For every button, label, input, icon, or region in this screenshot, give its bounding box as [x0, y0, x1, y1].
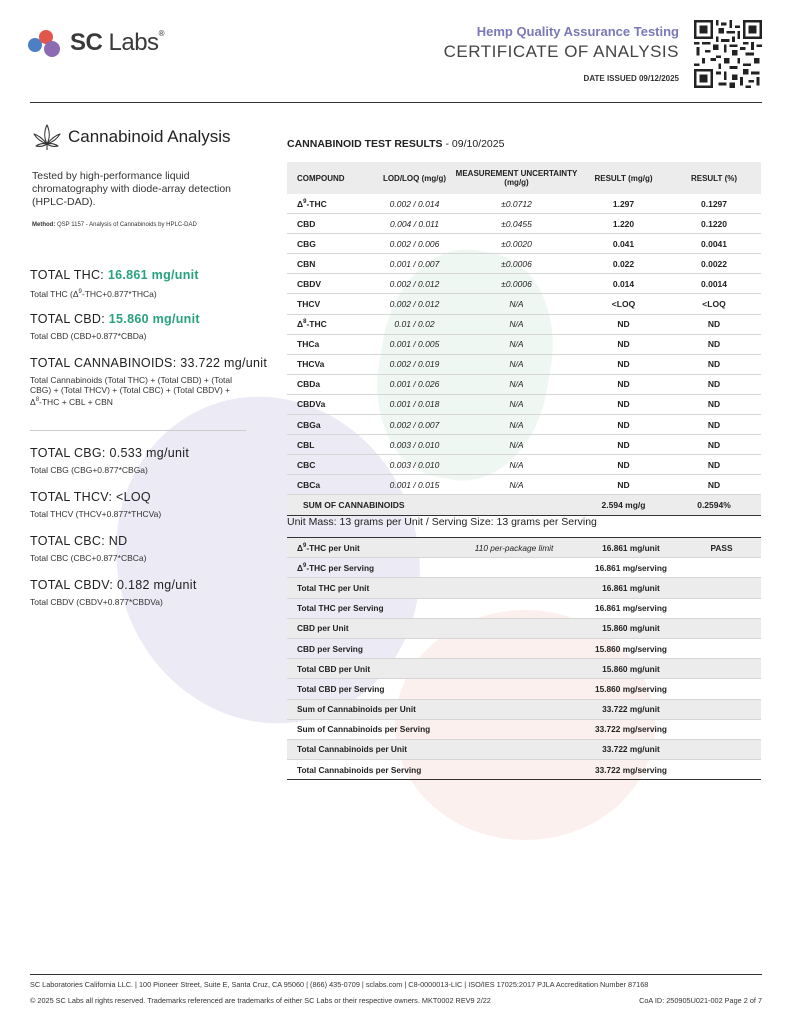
unit-value-cell: 16.861 mg/serving	[580, 598, 682, 618]
result-pct-cell: ND	[667, 374, 761, 394]
total-thc: TOTAL THC: 16.861 mg/unit	[30, 268, 199, 282]
unit-value-cell: 16.861 mg/unit	[580, 578, 682, 598]
lod-loq-cell: 0.001 / 0.007	[376, 254, 453, 274]
sum-value: 0.2594%	[667, 495, 761, 515]
sc-labs-logo	[28, 28, 164, 58]
lod-loq-cell: 0.002 / 0.019	[376, 354, 453, 374]
total-cbc-formula: Total CBC (CBC+0.877*CBCa)	[30, 553, 147, 563]
uncertainty-cell: N/A	[453, 354, 580, 374]
table-row	[287, 659, 761, 679]
unit-value-cell: 33.722 mg/unit	[580, 739, 682, 759]
lod-loq-cell: 0.01 / 0.02	[376, 314, 453, 334]
unit-label-cell: CBD per Unit	[287, 618, 448, 638]
table-row	[287, 475, 761, 495]
table-row	[287, 394, 761, 414]
column-header: LOD/LOQ (mg/g)	[376, 162, 453, 194]
cannabis-leaf-icon	[32, 122, 62, 152]
unit-label-cell: Total THC per Unit	[287, 578, 448, 598]
logo-dots-icon	[28, 28, 64, 58]
footer-copyright: © 2025 SC Labs all rights reserved. Trademarks referenced are trademarks of either SC Labs or their respective owners. MKT0002 REV9 2/22 CoA ID: 250905U021-002 Page 2 of 7	[30, 996, 762, 1005]
result-pct-cell: ND	[667, 354, 761, 374]
total-thcv: TOTAL THCV: <LOQ	[30, 490, 151, 504]
brand-name: SC Labs®	[70, 29, 164, 56]
result-pct-cell: ND	[667, 394, 761, 414]
total-cbc: TOTAL CBC: ND	[30, 534, 128, 548]
limit-cell: 110 per-package limit	[448, 538, 580, 558]
total-thcv-formula: Total THCV (THCV+0.877*THCVa)	[30, 509, 162, 519]
lod-loq-cell: 0.001 / 0.026	[376, 374, 453, 394]
compound-cell: CBDV	[287, 274, 376, 294]
result-mg-cell: 1.220	[580, 214, 667, 234]
total-cbd-formula: Total CBD (CBD+0.877*CBDa)	[30, 331, 147, 341]
compound-cell: CBGa	[287, 415, 376, 435]
unit-label-cell: $\Delta^9$-THC per Unit	[287, 538, 448, 558]
unit-value-cell: 33.722 mg/serving	[580, 719, 682, 739]
status-cell	[682, 679, 761, 699]
table-row	[287, 234, 761, 254]
sum-row	[287, 495, 761, 515]
result-pct-cell: ND	[667, 475, 761, 495]
footer-address: SC Laboratories California LLC. | 100 Pioneer Street, Suite E, Santa Cruz, CA 95060 | (866) 435-0709 | sclabs.com | C8-0000013-LIC | ISO/IES 17025:2017 PJLA Accreditation Number 87168	[30, 980, 649, 989]
unit-value-cell: 16.861 mg/unit	[580, 538, 682, 558]
result-pct-cell: ND	[667, 455, 761, 475]
unit-value-cell: 33.722 mg/serving	[580, 760, 682, 780]
status-cell	[682, 598, 761, 618]
compound-cell: THCVa	[287, 354, 376, 374]
table-row	[287, 374, 761, 394]
table-row	[287, 719, 761, 739]
status-cell	[682, 578, 761, 598]
uncertainty-cell: N/A	[453, 334, 580, 354]
section-title-text: Cannabinoid Analysis	[68, 127, 231, 146]
column-header: MEASUREMENT UNCERTAINTY (mg/g)	[453, 162, 580, 194]
limit-cell	[448, 659, 580, 679]
sum-value: 2.594 mg/g	[580, 495, 667, 515]
lod-loq-cell: 0.002 / 0.014	[376, 194, 453, 214]
compound-cell: CBDa	[287, 374, 376, 394]
uncertainty-cell: ±0.0712	[453, 194, 580, 214]
limit-cell	[448, 739, 580, 759]
compound-cell: CBCa	[287, 475, 376, 495]
status-cell	[682, 719, 761, 739]
unit-value-cell: 33.722 mg/unit	[580, 699, 682, 719]
table-row	[287, 739, 761, 759]
uncertainty-cell: N/A	[453, 435, 580, 455]
result-pct-cell: 0.0041	[667, 234, 761, 254]
lod-loq-cell: 0.002 / 0.007	[376, 415, 453, 435]
table-row	[287, 578, 761, 598]
compound-cell: CBL	[287, 435, 376, 455]
result-mg-cell: ND	[580, 354, 667, 374]
status-cell	[682, 760, 761, 780]
result-pct-cell: ND	[667, 435, 761, 455]
unit-label-cell: Total Cannabinoids per Unit	[287, 739, 448, 759]
limit-cell	[448, 760, 580, 780]
status-cell	[682, 638, 761, 658]
unit-mass-title: Unit Mass: 13 grams per Unit / Serving Size: 13 grams per Serving	[287, 516, 597, 528]
status-cell	[682, 618, 761, 638]
unit-label-cell: $\Delta^9$-THC per Serving	[287, 558, 448, 578]
result-pct-cell: <LOQ	[667, 294, 761, 314]
table-row	[287, 638, 761, 658]
uncertainty-cell: N/A	[453, 374, 580, 394]
column-header: COMPOUND	[287, 162, 376, 194]
uncertainty-cell: N/A	[453, 294, 580, 314]
uncertainty-cell: N/A	[453, 394, 580, 414]
result-pct-cell: 0.1220	[667, 214, 761, 234]
uncertainty-cell: ±0.0006	[453, 274, 580, 294]
coa-id: CoA ID: 250905U021-002 Page 2 of 7	[639, 996, 762, 1005]
cannabinoid-results-table	[287, 162, 761, 516]
result-mg-cell: ND	[580, 334, 667, 354]
unit-label-cell: Total CBD per Unit	[287, 659, 448, 679]
column-header: RESULT (mg/g)	[580, 162, 667, 194]
table-row	[287, 618, 761, 638]
result-pct-cell: 0.1297	[667, 194, 761, 214]
limit-cell	[448, 598, 580, 618]
method-note: Method: QSP 1157 - Analysis of Cannabinoids by HPLC-DAD	[32, 222, 197, 228]
uncertainty-cell: ±0.0455	[453, 214, 580, 234]
table-row	[287, 294, 761, 314]
table-row	[287, 679, 761, 699]
unit-label-cell: Total CBD per Serving	[287, 679, 448, 699]
limit-cell	[448, 578, 580, 598]
total-cbdv: TOTAL CBDV: 0.182 mg/unit	[30, 578, 197, 592]
result-mg-cell: 1.297	[580, 194, 667, 214]
table-row	[287, 214, 761, 234]
total-cannabinoids: TOTAL CANNABINOIDS: 33.722 mg/unit	[30, 356, 268, 370]
result-mg-cell: ND	[580, 314, 667, 334]
uncertainty-cell: N/A	[453, 475, 580, 495]
limit-cell	[448, 618, 580, 638]
limit-cell	[448, 558, 580, 578]
total-cbdv-formula: Total CBDV (CBDV+0.877*CBDVa)	[30, 597, 163, 607]
status-cell	[682, 659, 761, 679]
unit-value-cell: 15.860 mg/serving	[580, 638, 682, 658]
lod-loq-cell: 0.001 / 0.018	[376, 394, 453, 414]
qr-code-icon[interactable]	[694, 20, 762, 88]
lod-loq-cell: 0.001 / 0.005	[376, 334, 453, 354]
compound-cell: $\Delta^9$-THC	[287, 194, 376, 214]
table-row	[287, 538, 761, 558]
total-cbg-formula: Total CBG (CBG+0.877*CBGa)	[30, 465, 148, 475]
unit-label-cell: Sum of Cannabinoids per Unit	[287, 699, 448, 719]
method-description: Tested by high-performance liquid chromatography with diode-array detection (HPLC-DAD).	[32, 170, 232, 208]
result-mg-cell: ND	[580, 435, 667, 455]
total-cbd: TOTAL CBD: 15.860 mg/unit	[30, 312, 200, 326]
result-pct-cell: ND	[667, 334, 761, 354]
date-issued: DATE ISSUED 09/12/2025	[583, 74, 679, 83]
result-mg-cell: 0.022	[580, 254, 667, 274]
result-mg-cell: ND	[580, 475, 667, 495]
result-mg-cell: ND	[580, 394, 667, 414]
section-title	[32, 122, 231, 152]
compound-cell: $\Delta^8$-THC	[287, 314, 376, 334]
status-cell	[682, 699, 761, 719]
table-row	[287, 354, 761, 374]
unit-label-cell: Total THC per Serving	[287, 598, 448, 618]
status-cell	[682, 739, 761, 759]
limit-cell	[448, 699, 580, 719]
limit-cell	[448, 679, 580, 699]
lod-loq-cell: 0.003 / 0.010	[376, 435, 453, 455]
unit-label-cell: Sum of Cannabinoids per Serving	[287, 719, 448, 739]
unit-label-cell: CBD per Serving	[287, 638, 448, 658]
per-unit-table	[287, 537, 761, 780]
left-divider	[30, 430, 246, 431]
compound-cell: CBD	[287, 214, 376, 234]
table-row	[287, 699, 761, 719]
compound-cell: THCa	[287, 334, 376, 354]
result-mg-cell: 0.041	[580, 234, 667, 254]
compound-cell: CBN	[287, 254, 376, 274]
uncertainty-cell: ±0.0006	[453, 254, 580, 274]
status-cell: PASS	[682, 538, 761, 558]
result-mg-cell: ND	[580, 374, 667, 394]
result-mg-cell: ND	[580, 415, 667, 435]
uncertainty-cell: N/A	[453, 415, 580, 435]
compound-cell: CBDVa	[287, 394, 376, 414]
result-pct-cell: 0.0014	[667, 274, 761, 294]
table-row	[287, 415, 761, 435]
unit-value-cell: 15.860 mg/unit	[580, 618, 682, 638]
table-row	[287, 760, 761, 780]
table-row	[287, 314, 761, 334]
table-header-row	[287, 162, 761, 194]
unit-label-cell: Total Cannabinoids per Serving	[287, 760, 448, 780]
unit-value-cell: 16.861 mg/serving	[580, 558, 682, 578]
result-pct-cell: ND	[667, 314, 761, 334]
table-row	[287, 274, 761, 294]
table-row	[287, 598, 761, 618]
result-mg-cell: 0.014	[580, 274, 667, 294]
uncertainty-cell: N/A	[453, 314, 580, 334]
lod-loq-cell: 0.004 / 0.011	[376, 214, 453, 234]
lod-loq-cell: 0.002 / 0.006	[376, 234, 453, 254]
results-title: CANNABINOID TEST RESULTS - 09/10/2025	[287, 138, 505, 150]
header-subtitle: Hemp Quality Assurance Testing	[476, 24, 679, 39]
total-thc-formula: Total THC $(\Delta^9-THC+0.877*THCa)$	[30, 288, 157, 299]
table-row	[287, 455, 761, 475]
compound-cell: CBC	[287, 455, 376, 475]
unit-value-cell: 15.860 mg/serving	[580, 679, 682, 699]
compound-cell: CBG	[287, 234, 376, 254]
footer-divider	[30, 974, 762, 975]
status-cell	[682, 558, 761, 578]
compound-cell: THCV	[287, 294, 376, 314]
sum-label: SUM OF CANNABINOIDS	[287, 495, 580, 515]
table-row	[287, 435, 761, 455]
limit-cell	[448, 638, 580, 658]
column-header: RESULT (%)	[667, 162, 761, 194]
limit-cell	[448, 719, 580, 739]
result-pct-cell: 0.0022	[667, 254, 761, 274]
table-row	[287, 558, 761, 578]
lod-loq-cell: 0.003 / 0.010	[376, 455, 453, 475]
table-row	[287, 194, 761, 214]
uncertainty-cell: N/A	[453, 455, 580, 475]
lod-loq-cell: 0.001 / 0.015	[376, 475, 453, 495]
result-mg-cell: ND	[580, 455, 667, 475]
total-cannabinoids-formula: Total Cannabinoids (Total THC) + (Total CBD) + (Total CBG) + (Total THCV) + (Total CBC) + (Total CBDV) + $\Delta^8$-THC + CBL + CBN	[30, 375, 233, 407]
table-row	[287, 334, 761, 354]
unit-value-cell: 15.860 mg/unit	[580, 659, 682, 679]
table-row	[287, 254, 761, 274]
header-title: CERTIFICATE OF ANALYSIS	[443, 42, 679, 61]
lod-loq-cell: 0.002 / 0.012	[376, 294, 453, 314]
header-divider	[30, 102, 762, 103]
result-pct-cell: ND	[667, 415, 761, 435]
total-cbg: TOTAL CBG: 0.533 mg/unit	[30, 446, 190, 460]
result-mg-cell: <LOQ	[580, 294, 667, 314]
lod-loq-cell: 0.002 / 0.012	[376, 274, 453, 294]
uncertainty-cell: ±0.0020	[453, 234, 580, 254]
